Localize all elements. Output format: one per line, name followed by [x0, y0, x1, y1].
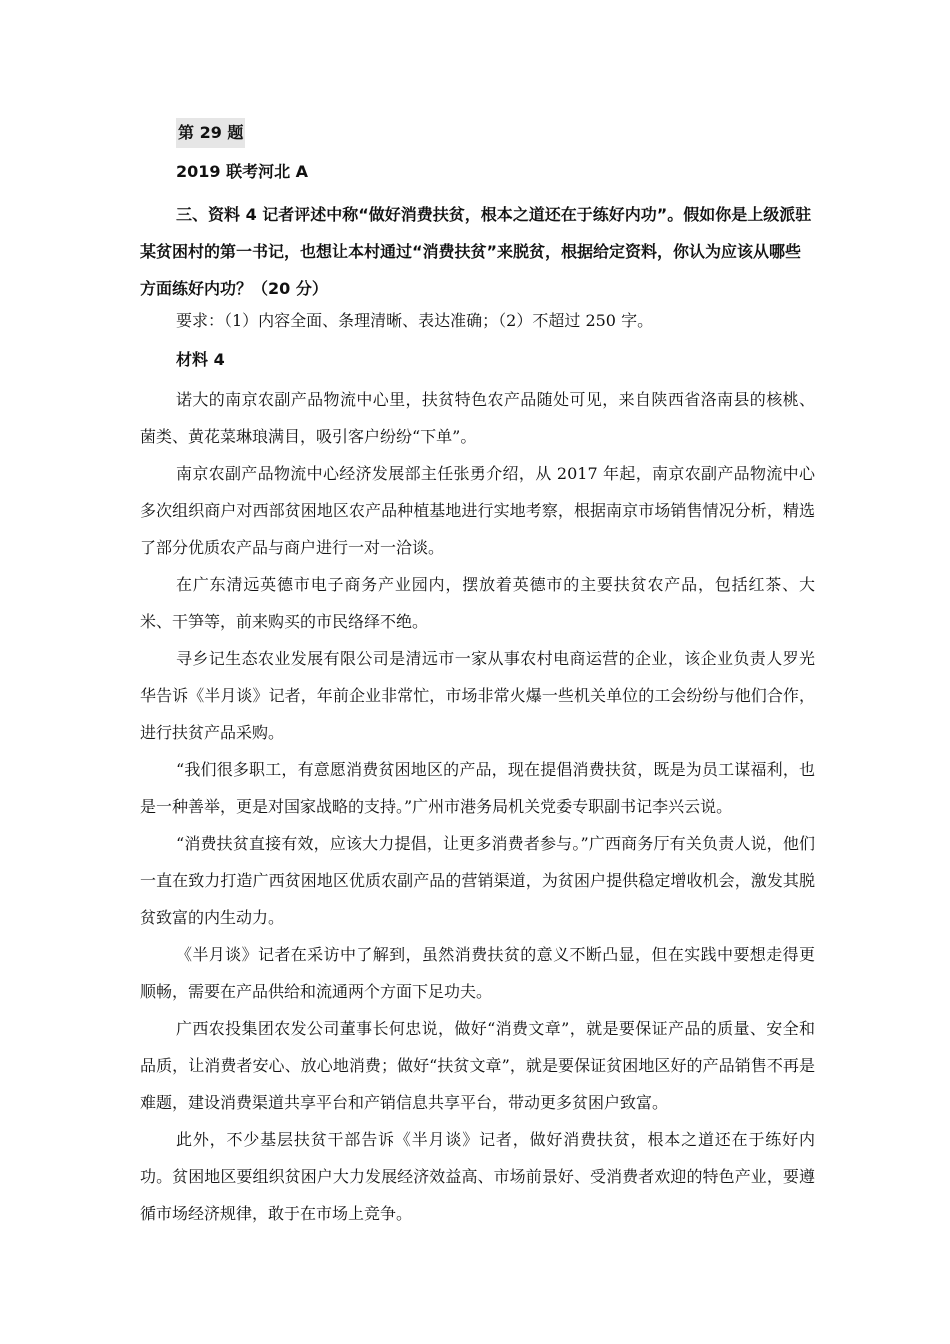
- material-paragraph: 《半月谈》记者在采访中了解到，虽然消费扶贫的意义不断凸显，但在实践中要想走得更顺畅，需要在产品供给和流通两个方面下足功夫。: [140, 945, 815, 1001]
- material-paragraph: 南京农副产品物流中心经济发展部主任张勇介绍，从 2017 年起，南京农副产品物流中心多次组织商户对西部贫困地区农产品种植基地进行实地考察，根据南京市场销售情况分析，精选了部分优质农产品与商户进行一对一洽谈。: [140, 464, 815, 557]
- question-text: 三、资料 4 记者评述中称“做好消费扶贫，根本之道还在于练好内功”。假如你是上级派驻某贫困村的第一书记，也想让本村通过“消费扶贫”来脱贫，根据给定资料，你认为应该从哪些方面练好内功？（20 分）: [140, 205, 812, 298]
- material-paragraph: “消费扶贫直接有效，应该大力提倡，让更多消费者参与。”广西商务厅有关负责人说，他们一直在致力打造广西贫困地区优质农副产品的营销渠道，为贫困户提供稳定增收机会，激发其脱贫致富的内生动力。: [140, 834, 815, 927]
- material-paragraph: 诺大的南京农副产品物流中心里，扶贫特色农产品随处可见，来自陕西省洛南县的核桃、菌类、黄花菜琳琅满目，吸引客户纷纷“下单”。: [140, 390, 815, 446]
- material-paragraph: 广西农投集团农发公司董事长何忠说，做好“消费文章”，就是要保证产品的质量、安全和品质，让消费者安心、放心地消费；做好“扶贫文章”，就是要保证贫困地区好的产品销售不再是难题，建设消费渠道共享平台和产销信息共享平台，带动更多贫困户致富。: [140, 1019, 815, 1112]
- material-paragraph: 此外，不少基层扶贫干部告诉《半月谈》记者，做好消费扶贫，根本之道还在于练好内功。贫困地区要组织贫困户大力发展经济效益高、市场前景好、受消费者欢迎的特色产业，要遵循市场经济规律，敢于在市场上竞争。: [140, 1130, 815, 1223]
- material-paragraph: 寻乡记生态农业发展有限公司是清远市一家从事农村电商运营的企业，该企业负责人罗光华告诉《半月谈》记者，年前企业非常忙，市场非常火爆一些机关单位的工会纷纷与他们合作，进行扶贫产品采购。: [140, 649, 815, 742]
- material-heading: 材料 4: [176, 350, 225, 369]
- answer-requirement: 要求：（1）内容全面、条理清晰、表达准确；（2）不超过 250 字。: [176, 311, 654, 330]
- question-number: 第 29 题: [176, 118, 245, 148]
- material-paragraph: “我们很多职工，有意愿消费贫困地区的产品，现在提倡消费扶贫，既是为员工谋福利，也是一种善举，更是对国家战略的支持。”广州市港务局机关党委专职副书记李兴云说。: [140, 760, 815, 816]
- material-paragraph: 在广东清远英德市电子商务产业园内，摆放着英德市的主要扶贫农产品，包括红茶、大米、干笋等，前来购买的市民络绎不绝。: [140, 575, 815, 631]
- material-body: [140, 381, 815, 1232]
- exam-source: 2019 联考河北 A: [176, 162, 309, 181]
